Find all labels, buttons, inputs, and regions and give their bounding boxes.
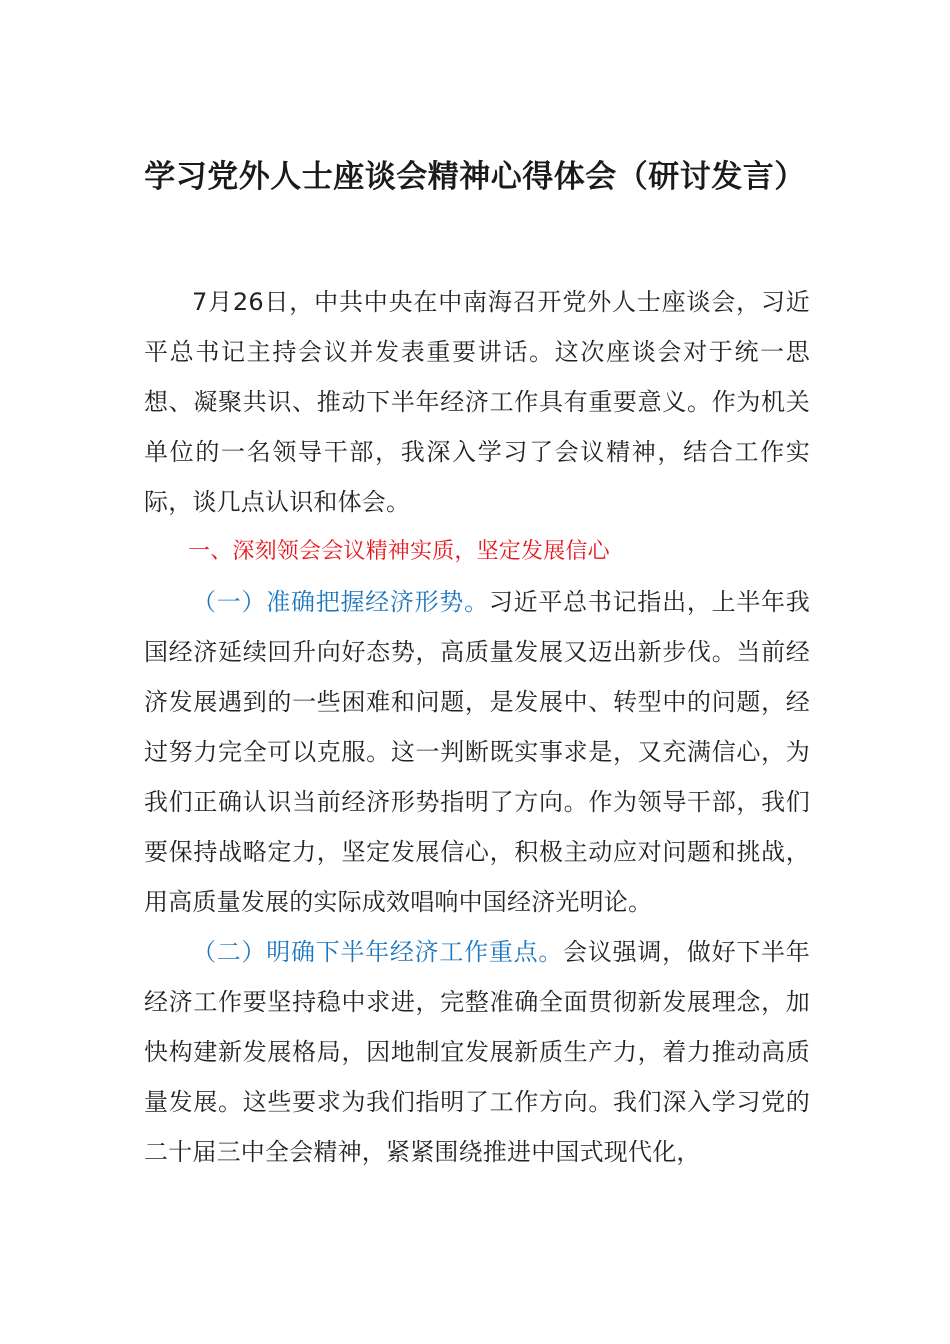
subsection-heading-1: （一）准确把握经济形势。 bbox=[192, 588, 489, 616]
document-title: 学习党外人士座谈会精神心得体会（研讨发言） bbox=[144, 159, 806, 195]
intro-paragraph: 7月26日，中共中央在中南海召开党外人士座谈会，习近平总书记主持会议并发表重要讲话。这次座谈会对于统一思想、凝聚共识、推动下半年经济工作具有重要意义。作为机关单位的一名领导干部，我深入学习了会议精神，结合工作实际，谈几点认识和体会。 bbox=[144, 288, 810, 516]
subsection-text-1: 习近平总书记指出，上半年我国经济延续回升向好态势，高质量发展又迈出新步伐。当前经济发展遇到的一些困难和问题，是发展中、转型中的问题，经过努力完全可以克服。这一判断既实事求是，又充满信心，为我们正确认识当前经济形势指明了方向。作为领导干部，我们要保持战略定力，坚定发展信心，积极主动应对问题和挑战，用高质量发展的实际成效唱响中国经济光明论。 bbox=[144, 588, 810, 916]
subsection-paragraph-2 bbox=[144, 927, 810, 1177]
document-body bbox=[144, 277, 810, 1177]
subsection-text-2: 会议强调，做好下半年经济工作要坚持稳中求进，完整准确全面贯彻新发展理念，加快构建新发展格局，因地制宜发展新质生产力，着力推动高质量发展。这些要求为我们指明了工作方向。我们深入学习党的二十届三中全会精神，紧紧围绕推进中国式现代化， bbox=[144, 938, 810, 1166]
subsection-paragraph-1 bbox=[144, 577, 810, 927]
section-heading-1: 一、深刻领会会议精神实质，坚定发展信心 bbox=[188, 539, 610, 564]
subsection-heading-2: （二）明确下半年经济工作重点。 bbox=[192, 938, 564, 966]
